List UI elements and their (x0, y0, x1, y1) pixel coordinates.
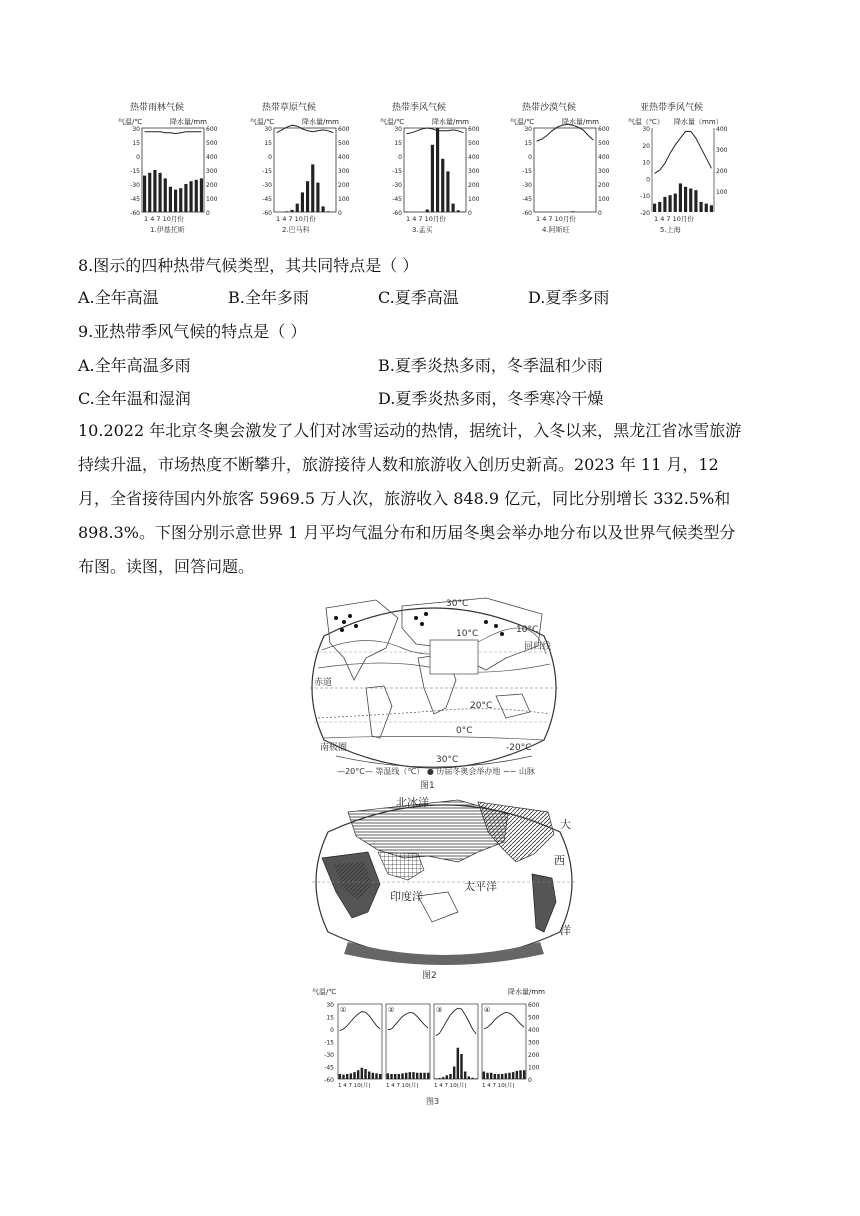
temp-tick-label: 15 (326, 1014, 334, 1022)
precip-tick-label: 0 (338, 210, 342, 217)
precip-tick-label: 100 (598, 196, 610, 203)
map1-label: 0°C (456, 726, 473, 736)
map2-label-atlantic-1: 大 (560, 818, 571, 831)
month-tick-label: 1 4 7 10月份 (144, 215, 184, 223)
temp-tick-label: -30 (324, 1052, 334, 1059)
temp-tick-label: 30 (642, 126, 650, 133)
precip-tick-label: 300 (528, 1039, 540, 1047)
fig3-panel-1 (338, 1004, 382, 1089)
precip-tick-label: 500 (338, 140, 350, 147)
temp-tick-label: 30 (394, 126, 402, 133)
map1-label: 30°C (446, 599, 469, 609)
temp-tick-label: -30 (262, 182, 272, 189)
temp-tick-label: 0 (398, 154, 402, 161)
temp-tick-label: 15 (264, 140, 272, 147)
precip-tick-label: 400 (716, 126, 728, 133)
temperature-line (655, 131, 712, 173)
precip-tick-label: 500 (468, 140, 480, 147)
q9-option-c[interactable]: C.全年温和湿润 (78, 389, 191, 408)
map-1-january-temperature (306, 588, 562, 788)
precip-bar (446, 171, 449, 212)
precip-axis-label: 降水量/mm (302, 118, 339, 126)
map2-label-arctic-ocean: 北冰洋 (396, 796, 429, 809)
temperature-line (537, 124, 594, 141)
precip-bar (435, 1078, 437, 1079)
precip-tick-label: 600 (468, 126, 480, 133)
q8-option-d[interactable]: D.夏季多雨 (528, 288, 610, 307)
chart-caption: 4.阿斯旺 (542, 226, 570, 234)
precip-bar (195, 180, 198, 212)
temp-tick-label: -15 (130, 168, 140, 175)
precip-bar (490, 1073, 492, 1079)
temp-tick-label: -45 (130, 196, 140, 203)
precip-bar (427, 1073, 429, 1079)
panel-id: ② (388, 1006, 395, 1014)
precip-bar (658, 202, 661, 212)
q10-line-1: 10.2022 年北京冬奥会激发了人们对冰雪运动的热情，据统计，入冬以来，黑龙江省冰雪旅游 (78, 421, 742, 440)
panel-id: ④ (484, 1006, 491, 1014)
temperature-line (484, 1012, 524, 1029)
chart-title: 热带沙漠气候 (522, 103, 577, 113)
temp-tick-label: 15 (394, 140, 402, 147)
temp-tick-label: -15 (392, 168, 402, 175)
precip-bar (159, 173, 162, 212)
precip-bar (143, 176, 146, 212)
temp-tick-label: -60 (392, 210, 402, 217)
precip-bar (464, 1072, 466, 1080)
map-2-climate-types (308, 792, 580, 970)
precip-tick-label: 200 (598, 182, 610, 189)
temp-tick-label: -15 (522, 168, 532, 175)
precip-bar (669, 195, 672, 212)
precip-bar (346, 1074, 348, 1079)
precip-tick-label: 400 (206, 154, 218, 161)
q10-line-2: 持续升温，市场热度不断攀升，旅游接待人数和旅游收入创历史新高。2023 年 11 月，12 (78, 455, 719, 474)
q9-option-b[interactable]: B.夏季炎热多雨，冬季温和少雨 (378, 356, 603, 375)
precip-tick-label: 300 (598, 168, 610, 175)
precip-bar (311, 164, 314, 212)
precip-bar (471, 1078, 473, 1079)
map1-label: 回归线 (524, 642, 552, 652)
q10-line-5: 布图。读图，回答问题。 (78, 557, 255, 576)
precip-bar (316, 183, 319, 212)
plot-frame (434, 1004, 478, 1079)
precip-bar (653, 204, 656, 212)
temp-tick-label: -45 (522, 196, 532, 203)
precip-tick-label: 100 (206, 196, 218, 203)
chart-title: 亚热带季风气候 (640, 103, 704, 113)
climate-chart-row (118, 98, 728, 246)
temp-tick-label: -60 (522, 210, 532, 217)
map2-label-atlantic-3: 洋 (560, 924, 571, 937)
precip-tick-label: 400 (528, 1027, 540, 1034)
map1-legend: —20°C— 等温线（℃） ● 历届冬奥会举办地 ∽∽ 山脉 (337, 767, 535, 776)
temp-tick-label: 0 (136, 154, 140, 161)
temp-axis-label: 气温/℃ (380, 118, 405, 126)
temp-tick-label: 0 (268, 154, 272, 161)
plot-frame (386, 1004, 430, 1079)
temperature-line (388, 1012, 428, 1030)
precip-tick-label: 200 (716, 168, 728, 175)
precip-axis-label: 降水量/mm (562, 118, 599, 126)
precip-bar (339, 1074, 341, 1079)
month-tick-label: 1 4 7 10(月) (482, 1083, 515, 1089)
temp-tick-label: 30 (264, 126, 272, 133)
precip-bar (446, 1075, 448, 1079)
precip-tick-label: 600 (206, 126, 218, 133)
map1-inset-box (430, 640, 478, 674)
precip-bar (438, 1078, 440, 1079)
precip-bar (505, 1073, 507, 1079)
map1-label: 赤道 (314, 678, 333, 688)
precip-tick-label: 600 (528, 1002, 540, 1009)
precip-bar (516, 1071, 518, 1079)
precip-bar (705, 204, 708, 212)
precip-bar (322, 206, 325, 212)
precip-bar (674, 194, 677, 212)
precip-bar (375, 1073, 377, 1079)
month-tick-label: 1 4 7 10月份 (276, 215, 316, 223)
temp-tick-label: 30 (132, 126, 140, 133)
month-tick-label: 1 4 7 10(月) (434, 1083, 467, 1089)
precip-bar (508, 1073, 510, 1079)
precip-bar (394, 1074, 396, 1079)
map1-label: 20°C (470, 701, 493, 711)
temperature-line (407, 128, 464, 134)
precip-tick-label: 200 (206, 182, 218, 189)
temp-tick-label: -45 (262, 196, 272, 203)
chart-caption: 5.上海 (660, 226, 681, 234)
precip-tick-label: 300 (338, 168, 350, 175)
temp-axis-label: 气温/℃ (118, 118, 143, 126)
fig3-caption: 图3 (426, 1097, 440, 1106)
fig3-panel-2 (386, 1004, 430, 1089)
panel-id: ③ (436, 1006, 443, 1014)
precip-bar (486, 1073, 488, 1079)
month-tick-label: 1 4 7 10月份 (406, 215, 446, 223)
q8-option-a[interactable]: A.全年高温 (78, 288, 159, 307)
precip-bar (398, 1074, 400, 1079)
precip-bar (301, 192, 304, 212)
fig3-panel-3 (434, 1004, 478, 1089)
precip-bar (689, 188, 692, 212)
temp-tick-label: -60 (130, 210, 140, 217)
precip-tick-label: 0 (598, 210, 602, 217)
precip-bar (405, 1073, 407, 1079)
map1-label: 10°C (456, 629, 479, 639)
temp-axis-label: 气温/℃ (250, 118, 275, 126)
temp-tick-label: -15 (324, 1039, 334, 1047)
precip-tick-label: 200 (468, 182, 480, 189)
temp-tick-label: 0 (528, 154, 532, 161)
precip-bar (519, 1070, 521, 1079)
precip-bar (387, 1073, 389, 1079)
precip-bar (453, 1067, 455, 1080)
precip-axis-label: 降水量（mm） (674, 118, 723, 126)
month-tick-label: 1 4 7 10(月) (386, 1083, 419, 1089)
precip-tick-label: 300 (468, 168, 480, 175)
q8-option-b[interactable]: B.全年多雨 (228, 288, 309, 307)
chart-title: 热带季风气候 (392, 103, 447, 113)
precip-bar (468, 1077, 470, 1080)
precip-tick-label: 300 (206, 168, 218, 175)
temperature-line (340, 1012, 380, 1031)
precip-tick-label: 200 (528, 1052, 540, 1059)
temp-tick-label: 20 (642, 142, 650, 150)
precip-bar (306, 181, 309, 212)
precip-bar (420, 1073, 422, 1079)
plot-frame (338, 1004, 382, 1079)
q10-line-4: 898.3%。下图分别示意世界 1 月平均气温分布和历届冬奥会举办地分布以及世界气候类型分 (78, 523, 736, 542)
temperature-line (145, 132, 202, 134)
precip-bar (431, 145, 434, 212)
precip-bar (452, 204, 455, 212)
plot-frame (274, 128, 336, 212)
precip-bar (684, 187, 687, 212)
map2-label-pacific-ocean: 太平洋 (464, 880, 497, 893)
temperature-line (277, 125, 334, 133)
precip-bar (291, 210, 294, 212)
precip-bar (401, 1073, 403, 1079)
precip-bar (412, 1072, 414, 1079)
precip-bar (571, 211, 574, 212)
precip-bar (512, 1072, 514, 1079)
temp-tick-label: -20 (640, 210, 650, 217)
precip-tick-label: 300 (716, 147, 728, 154)
temp-axis-label: 气温/℃ (312, 988, 337, 996)
precip-bar (379, 1074, 381, 1079)
temp-tick-label: -45 (392, 196, 402, 203)
precip-bar (296, 204, 299, 212)
map1-label: 南极圈 (320, 743, 348, 753)
precip-tick-label: 200 (338, 182, 350, 189)
precip-bar (342, 1075, 344, 1079)
question-9-stem: 9.亚热带季风气候的特点是（ ） (78, 322, 307, 341)
precip-bar (164, 178, 167, 212)
q10-line-3: 月，全省接待国内外旅客 5969.5 万人次，旅游收入 848.9 亿元，同比分别增长 332.5%和 (78, 489, 731, 508)
q9-option-a[interactable]: A.全年高温多雨 (78, 356, 191, 375)
plot-frame (404, 128, 466, 212)
map1-caption: 图1 (420, 781, 435, 791)
precip-bar (475, 1078, 477, 1079)
temp-tick-label: -10 (640, 193, 650, 201)
precip-bar (357, 1070, 359, 1079)
chart-title: 热带雨林气候 (130, 103, 185, 113)
precip-tick-label: 100 (468, 196, 480, 203)
precip-bar (169, 187, 172, 212)
precip-bar (190, 181, 193, 212)
temp-tick-label: 30 (524, 126, 532, 133)
chart-caption: 2.巴马科 (282, 226, 310, 234)
temp-tick-label: -15 (262, 168, 272, 175)
precip-tick-label: 600 (338, 126, 350, 133)
temp-tick-label: 0 (330, 1027, 334, 1034)
precip-bar (368, 1072, 370, 1080)
precip-tick-label: 600 (598, 126, 610, 133)
precip-tick-label: 0 (206, 210, 210, 217)
precip-bar (361, 1068, 363, 1079)
temp-tick-label: -30 (522, 182, 532, 189)
precip-tick-label: 500 (528, 1014, 540, 1022)
precip-tick-label: 500 (598, 140, 610, 147)
precip-bar (449, 1074, 451, 1079)
temp-tick-label: 0 (646, 176, 650, 184)
map2-label-atlantic-2: 西 (554, 854, 565, 867)
precip-bar (327, 211, 330, 212)
precip-axis-label: 降水量/mm (170, 118, 207, 126)
month-tick-label: 1 4 7 10月份 (536, 215, 576, 223)
precip-tick-label: 400 (468, 154, 480, 161)
precip-bar (409, 1072, 411, 1079)
precip-bar (179, 188, 182, 212)
question-10-passage (78, 414, 790, 584)
precip-tick-label: 100 (716, 189, 728, 196)
month-tick-label: 1 4 7 10月份 (654, 215, 694, 223)
precip-bar (710, 205, 713, 212)
precip-tick-label: 0 (468, 210, 472, 217)
map1-label: -20°C (506, 743, 532, 753)
map2-caption: 图2 (422, 971, 437, 981)
plot-frame (482, 1004, 526, 1079)
precip-bar (442, 1077, 444, 1079)
question-8-stem: 8.图示的四种热带气候类型，其共同特点是（ ） (78, 256, 419, 275)
precip-bar (457, 1048, 459, 1079)
precip-bar (423, 1073, 425, 1079)
temp-tick-label: -30 (392, 182, 402, 189)
precip-bar (483, 1072, 485, 1080)
chart-caption: 1.伊基托斯 (150, 226, 185, 234)
precip-tick-label: 400 (598, 154, 610, 161)
temp-tick-label: -30 (130, 182, 140, 189)
precip-bar (436, 128, 439, 212)
precip-bar (457, 210, 460, 212)
precip-bar (523, 1070, 525, 1079)
precip-tick-label: 100 (338, 196, 350, 203)
precip-bar (174, 190, 177, 212)
precip-bar (200, 178, 203, 212)
map1-label: 30°C (436, 755, 459, 765)
precip-bar (494, 1074, 496, 1079)
precip-bar (679, 183, 682, 212)
chart-title: 热带草原气候 (262, 103, 317, 113)
precip-bar (460, 1054, 462, 1079)
precip-bar (441, 159, 444, 212)
fig3-panel-4 (482, 1004, 526, 1089)
plot-frame (534, 128, 596, 212)
precip-axis-label: 降水量/mm (508, 988, 545, 996)
q8-option-c[interactable]: C.夏季高温 (378, 288, 459, 307)
climate-chart-2 (250, 101, 350, 234)
precip-bar (153, 170, 156, 212)
precip-tick-label: 400 (338, 154, 350, 161)
temp-tick-label: 30 (326, 1002, 334, 1009)
map1-label: 10°C (516, 625, 539, 635)
temp-axis-label: 气温（℃） (628, 118, 664, 126)
precip-bar (372, 1073, 374, 1079)
precip-bar (497, 1074, 499, 1079)
precip-bar (416, 1073, 418, 1079)
precip-tick-label: 0 (528, 1077, 532, 1084)
precip-bar (694, 190, 697, 212)
precip-tick-label: 500 (206, 140, 218, 147)
temp-axis-label: 气温/℃ (510, 118, 535, 126)
precip-bar (364, 1069, 366, 1079)
climate-chart-1 (118, 101, 218, 234)
precip-bar (285, 211, 288, 212)
precip-bar (148, 173, 151, 212)
map2-label-indian-ocean: 印度洋 (390, 890, 423, 903)
precip-bar (663, 197, 666, 212)
precip-axis-label: 降水量/mm (432, 118, 469, 126)
climate-chart-3 (380, 101, 480, 234)
month-tick-label: 1 4 7 10(月) (338, 1083, 371, 1089)
precip-bar (353, 1072, 355, 1079)
precip-bar (501, 1074, 503, 1079)
temp-tick-label: 10 (642, 159, 650, 167)
precip-bar (390, 1074, 392, 1079)
precip-bar (184, 184, 187, 212)
precip-bar (350, 1073, 352, 1079)
climate-chart-4 (510, 101, 610, 234)
panel-id: ① (340, 1006, 347, 1014)
climate-chart-5 (628, 101, 728, 234)
precip-bar (700, 202, 703, 212)
precip-tick-label: 100 (528, 1064, 540, 1072)
temp-tick-label: -45 (324, 1064, 334, 1072)
chart-caption: 3.孟买 (412, 226, 433, 234)
temp-tick-label: -60 (262, 210, 272, 217)
temp-tick-label: -60 (324, 1077, 334, 1084)
precip-bar (426, 209, 429, 212)
temp-tick-label: 15 (132, 140, 140, 147)
figure-3-climate-charts (312, 986, 564, 1106)
temp-tick-label: 15 (524, 140, 532, 147)
q9-option-d[interactable]: D.夏季炎热多雨，冬季寒冷干燥 (378, 389, 604, 408)
